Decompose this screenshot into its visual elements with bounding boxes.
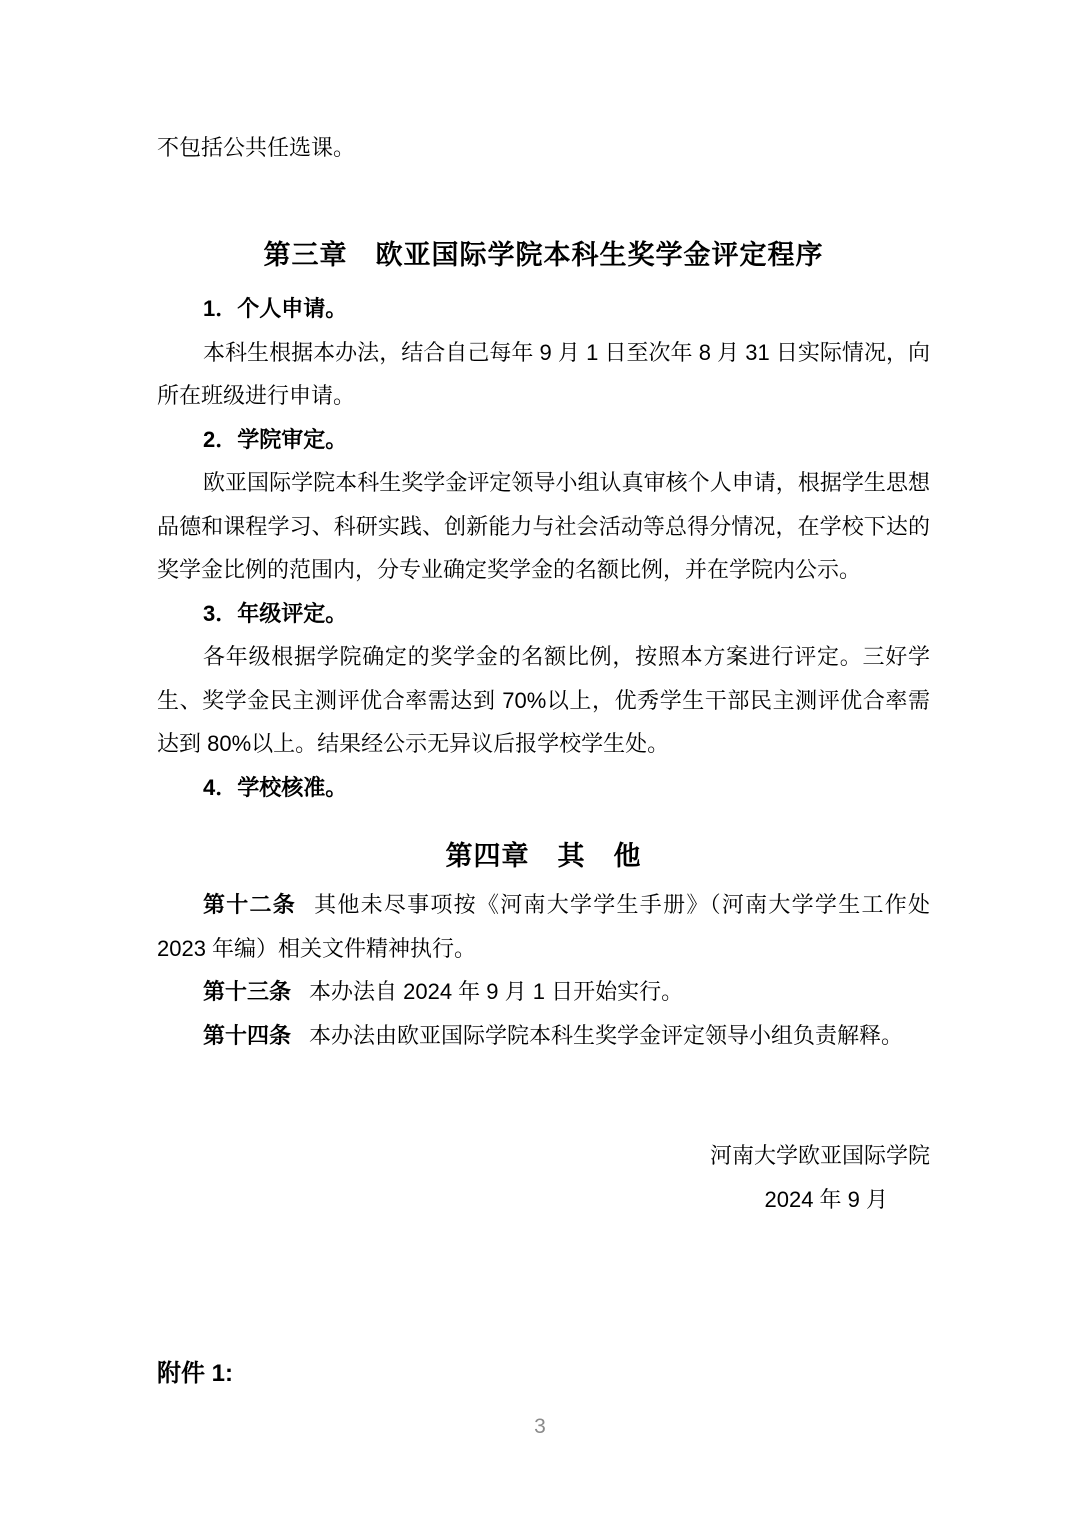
chapter3-title: 第三章 欧亚国际学院本科生奖学金评定程序 [263, 240, 824, 270]
attachment-label: 附件 1: [157, 1360, 234, 1387]
article-14 [157, 1014, 930, 1058]
intro-paragraph: 不包括公共任选课。 [157, 135, 356, 160]
article-13-text: 本办法自 2024 年 9 月 1 日开始实行。 [309, 979, 684, 1004]
page-number: 3 [534, 1415, 546, 1438]
signature-block [157, 1134, 930, 1221]
item3-heading: 3．年级评定。 [203, 600, 348, 626]
article-14-label: 第十四条 [203, 1022, 292, 1048]
item1-body: 本科生根据本办法，结合自己每年 9 月 1 日至次年 8 月 31 日实际情况，向所在班级进行申请。 [157, 339, 930, 408]
chapter4-title: 第四章 其 他 [445, 841, 642, 871]
item1-heading: 1．个人申请。 [203, 296, 348, 321]
item4-heading: 4．学校核准。 [203, 774, 348, 800]
signature-date: 2024 年 9 月 [764, 1186, 888, 1212]
item2-body: 欧亚国际学院本科生奖学金评定领导小组认真审核个人申请，根据学生思想品德和课程学习、科研实践、创新能力与社会活动等总得分情况，在学校下达的奖学金比例的范围内，分专业确定奖学金的名额比例，并在学院内公示。 [157, 470, 930, 582]
article-13-label: 第十三条 [203, 979, 292, 1004]
chapter3-body [157, 287, 930, 809]
article-14-text: 本办法由欧亚国际学院本科生奖学金评定领导小组负责解释。 [309, 1022, 904, 1048]
article-13 [157, 970, 930, 1014]
item3-body: 各年级根据学院确定的奖学金的名额比例，按照本方案进行评定。三好学生、奖学金民主测评优合率需达到 70%以上，优秀学生干部民主测评优合率需达到 80%以上。结果经公示无异议后报学校学生处。 [157, 644, 930, 756]
chapter4-body [157, 883, 930, 1057]
item2-heading: 2．学院审定。 [203, 426, 348, 452]
article-12 [157, 883, 930, 970]
article-12-text: 其他未尽事项按《河南大学学生手册》（河南大学学生工作处 2023 年编）相关文件精神执行。 [157, 892, 930, 961]
article-12-label: 第十二条 [203, 892, 297, 917]
signature-organization: 河南大学欧亚国际学院 [709, 1143, 930, 1168]
